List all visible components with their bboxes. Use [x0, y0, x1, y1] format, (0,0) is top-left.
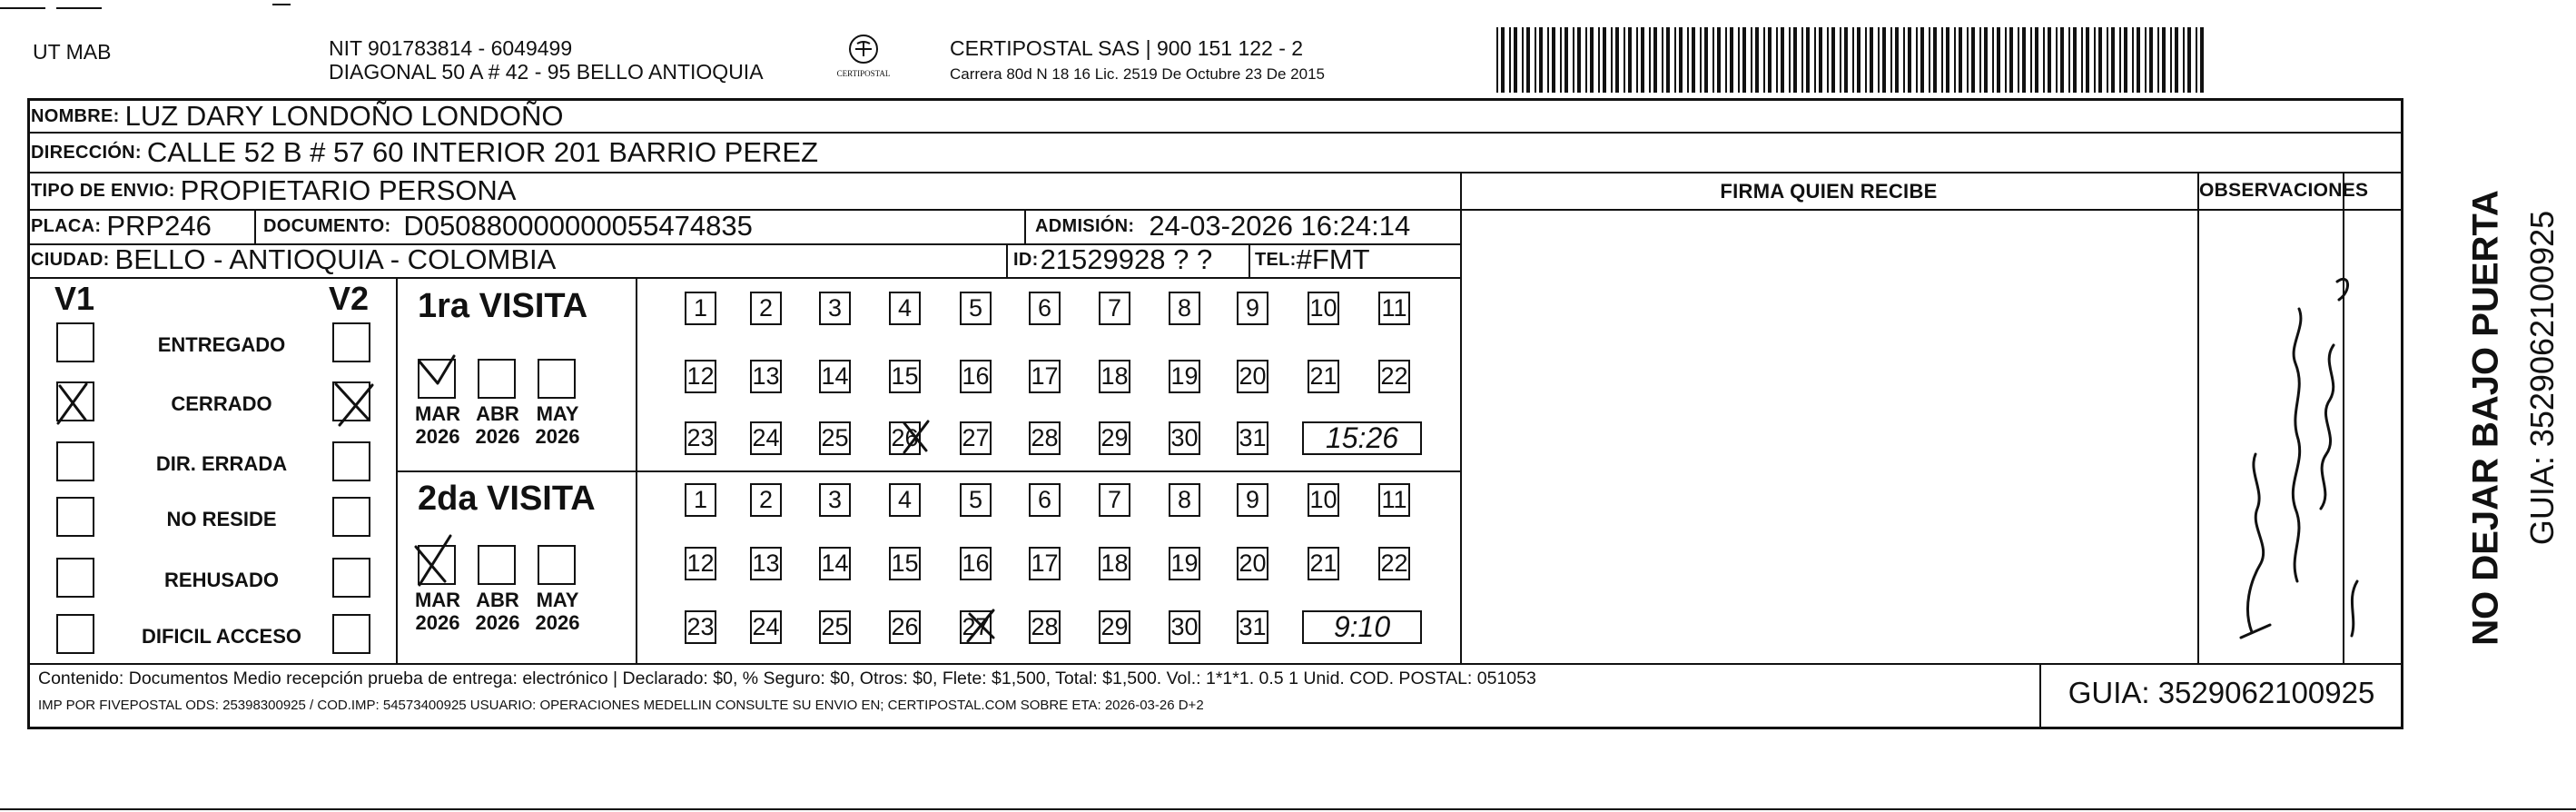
tel-row — [1255, 243, 1370, 276]
barcode-bar — [1514, 27, 1517, 93]
barcode-bar — [2081, 27, 2083, 93]
barcode-bar — [1704, 27, 1708, 93]
barcode-bar — [1870, 27, 1873, 93]
status-option-label: REHUSADO — [164, 569, 279, 591]
day-cell[interactable]: 2 — [750, 292, 782, 325]
second-visit-title: 2da VISITA — [418, 480, 596, 518]
barcode-bar — [1793, 27, 1797, 93]
address-row — [31, 136, 818, 169]
barcode-bar — [1959, 27, 1962, 93]
barcode-bar — [1801, 27, 1803, 93]
address-label: DIRECCIÓN: — [31, 142, 142, 163]
barcode-bar — [2073, 27, 2077, 93]
month-label: MAR — [414, 589, 461, 611]
v1-checkbox[interactable] — [56, 497, 94, 537]
barcode-bar — [1712, 27, 1714, 93]
barcode-bar — [2056, 27, 2058, 93]
side-title: NO DEJAR BAJO PUERTA — [2465, 190, 2506, 646]
barcode-bar — [1573, 27, 1574, 93]
barcode-bar — [2170, 27, 2172, 93]
barcode-bar — [1738, 27, 1740, 93]
barcode-bar — [1916, 27, 1918, 93]
barcode-bar — [1628, 27, 1632, 93]
barcode-bar — [1971, 27, 1975, 93]
carrier-address: Carrera 80d N 18 16 Lic. 2519 De Octubre 23 De 2015 — [950, 65, 1325, 83]
day-cell[interactable]: 5 — [960, 483, 992, 517]
document-value: D050880000000055474835 — [403, 210, 753, 242]
month-label: MAY — [536, 589, 579, 611]
barcode-bar — [1920, 27, 1924, 93]
barcode-bar — [2200, 27, 2204, 93]
barcode-bar — [1641, 27, 1644, 93]
barcode — [1496, 27, 2206, 93]
status-option-label: NO RESIDE — [166, 508, 277, 530]
barcode-bar — [2124, 27, 2127, 93]
rule — [27, 277, 1460, 279]
divider — [254, 209, 256, 243]
barcode-bar — [1547, 27, 1549, 93]
day-cell[interactable]: 16 — [960, 360, 992, 393]
barcode-bar — [1903, 27, 1905, 93]
barcode-bar — [1501, 27, 1505, 93]
type-row — [31, 174, 516, 207]
barcode-bar — [1908, 27, 1911, 93]
rule — [27, 663, 2403, 665]
recipient-name: LUZ DARY LONDOÑO LONDOÑO — [124, 100, 564, 132]
day-cell[interactable]: 13 — [750, 360, 782, 393]
day-cell[interactable]: 2 — [750, 483, 782, 517]
month-checkbox[interactable] — [538, 359, 576, 399]
status-option-label: CERRADO — [171, 392, 272, 415]
barcode-bar — [2111, 27, 2115, 93]
month-checkbox[interactable] — [478, 359, 516, 399]
footer-guia: GUIA: 3529062100925 — [2068, 676, 2375, 709]
bottom-rule — [0, 808, 2576, 810]
barcode-bar — [1725, 27, 1727, 93]
plate-row — [31, 210, 212, 243]
month-label: ABR — [476, 589, 519, 611]
year-label: 2026 — [415, 425, 460, 448]
barcode-bar — [1755, 27, 1759, 93]
barcode-bar — [2022, 27, 2026, 93]
barcode-bar — [1535, 27, 1536, 93]
month-checkbox[interactable] — [538, 545, 576, 585]
barcode-bar — [1933, 27, 1937, 93]
day-cell[interactable]: 25 — [819, 610, 851, 644]
city-label: CIUDAD: — [31, 249, 110, 270]
barcode-bar — [1954, 27, 1956, 93]
v2-checkbox[interactable] — [332, 381, 370, 421]
day-cell[interactable]: 26 — [889, 421, 921, 455]
day-cell[interactable]: 3 — [819, 292, 851, 325]
barcode-bar — [1997, 27, 2000, 93]
barcode-bar — [1590, 27, 1594, 93]
type-label: TIPO DE ENVIO: — [31, 180, 175, 201]
barcode-bar — [1763, 27, 1765, 93]
barcode-bar — [2060, 27, 2064, 93]
year-label: 2026 — [415, 611, 460, 634]
barcode-bar — [1666, 27, 1670, 93]
year-label: 2026 — [475, 425, 520, 448]
barcode-bar — [1751, 27, 1752, 93]
barcode-bar — [1674, 27, 1676, 93]
document-label: DOCUMENTO: — [263, 215, 391, 236]
rule — [2197, 209, 2403, 211]
day-cell[interactable]: 27 — [960, 610, 992, 644]
barcode-bar — [1814, 27, 1816, 93]
barcode-bar — [1509, 27, 1511, 93]
city-row — [31, 243, 556, 276]
day-cell[interactable]: 25 — [819, 421, 851, 455]
barcode-bar — [2043, 27, 2045, 93]
top-mark-2 — [56, 7, 102, 9]
day-cell[interactable]: 21 — [1308, 360, 1339, 393]
day-cell[interactable]: 24 — [750, 610, 782, 644]
top-mark-3 — [272, 4, 291, 5]
barcode-bar — [2035, 27, 2038, 93]
day-cell[interactable]: 24 — [750, 421, 782, 455]
barcode-bar — [1831, 27, 1835, 93]
barcode-bar — [1730, 27, 1733, 93]
day-cell[interactable]: 28 — [1029, 610, 1061, 644]
first-visit-title: 1ra VISITA — [418, 287, 588, 325]
barcode-bar — [1819, 27, 1822, 93]
barcode-bar — [1649, 27, 1651, 93]
barcode-bar — [2132, 27, 2134, 93]
barcode-bar — [1895, 27, 1899, 93]
sender-address: DIAGONAL 50 A # 42 - 95 BELLO ANTIOQUIA — [329, 60, 764, 84]
day-cell[interactable]: 1 — [685, 483, 716, 517]
day-cell[interactable]: 23 — [685, 610, 716, 644]
logo-text: CERTIPOSTAL — [836, 69, 891, 78]
day-cell[interactable]: 28 — [1029, 421, 1061, 455]
barcode-bar — [2018, 27, 2019, 93]
day-cell[interactable]: 8 — [1169, 483, 1200, 517]
barcode-bar — [1560, 27, 1562, 93]
day-cell[interactable]: 10 — [1308, 292, 1339, 325]
status-option-label: DIFICIL ACCESO — [141, 625, 301, 648]
day-cell[interactable]: 31 — [1237, 421, 1268, 455]
day-cell[interactable]: 7 — [1099, 292, 1130, 325]
barcode-bar — [1865, 27, 1867, 93]
barcode-bar — [2157, 27, 2159, 93]
barcode-bar — [1577, 27, 1581, 93]
status-option-label: DIR. ERRADA — [155, 452, 288, 475]
barcode-bar — [1611, 27, 1613, 93]
sender-nit: NIT 901783814 - 6049499 — [329, 36, 573, 60]
barcode-bar — [2107, 27, 2108, 93]
day-cell[interactable]: 9 — [1237, 483, 1268, 517]
barcode-bar — [1700, 27, 1702, 93]
top-mark-1 — [0, 7, 45, 9]
barcode-bar — [2196, 27, 2197, 93]
day-cell[interactable]: 18 — [1099, 360, 1130, 393]
day-cell[interactable]: 16 — [960, 547, 992, 580]
barcode-bar — [1564, 27, 1568, 93]
day-cell[interactable]: 3 — [819, 483, 851, 517]
visit-time: 15:26 — [1302, 421, 1422, 455]
barcode-bar — [1992, 27, 1994, 93]
divider — [1024, 209, 1026, 243]
month-checkbox[interactable] — [478, 545, 516, 585]
firma-label: FIRMA QUIEN RECIBE — [1720, 180, 1938, 203]
barcode-bar — [2187, 27, 2191, 93]
barcode-bar — [2162, 27, 2166, 93]
day-cell[interactable]: 31 — [1237, 610, 1268, 644]
name-row — [31, 100, 564, 133]
recipient-address: CALLE 52 B # 57 60 INTERIOR 201 BARRIO PEREZ — [146, 136, 819, 168]
v2-checkbox[interactable] — [332, 614, 370, 654]
barcode-bar — [1789, 27, 1791, 93]
day-cell[interactable]: 29 — [1099, 610, 1130, 644]
footer-imp: IMP POR FIVEPOSTAL ODS: 25398300925 / COD.IMP: 54573400925 USUARIO: OPERACIONES MEDELLIN CONSULTE SU ENVIO EN; CERTIPOSTAL.COM SOBRE ETA: 2026-03-26 D+2 — [38, 698, 1204, 713]
barcode-bar — [2068, 27, 2070, 93]
day-cell[interactable]: 15 — [889, 360, 921, 393]
day-cell[interactable]: 11 — [1378, 483, 1410, 517]
day-cell[interactable]: 19 — [1169, 360, 1200, 393]
plate-label: PLACA: — [31, 215, 102, 236]
day-cell[interactable]: 19 — [1169, 547, 1200, 580]
divider — [1460, 172, 1462, 663]
year-label: 2026 — [475, 611, 520, 634]
day-cell[interactable]: 7 — [1099, 483, 1130, 517]
barcode-bar — [1615, 27, 1619, 93]
day-cell[interactable]: 20 — [1237, 547, 1268, 580]
barcode-bar — [1890, 27, 1892, 93]
month-label: MAY — [536, 402, 579, 425]
barcode-bar — [2048, 27, 2051, 93]
id-label: ID: — [1013, 249, 1039, 270]
day-cell[interactable]: 13 — [750, 547, 782, 580]
v1-label: V1 — [54, 280, 95, 317]
barcode-bar — [2137, 27, 2140, 93]
month-label: MAR — [414, 402, 461, 425]
obs-label: OBSERVACIONES — [2199, 180, 2369, 201]
barcode-bar — [1941, 27, 1943, 93]
day-cell[interactable]: 27 — [960, 421, 992, 455]
day-cell[interactable]: 29 — [1099, 421, 1130, 455]
month-label: ABR — [476, 402, 519, 425]
visit-time: 9:10 — [1302, 610, 1422, 644]
barcode-bar — [1624, 27, 1625, 93]
divider — [2343, 172, 2344, 663]
barcode-bar — [2009, 27, 2013, 93]
day-cell[interactable]: 26 — [889, 610, 921, 644]
day-cell[interactable]: 12 — [685, 547, 716, 580]
day-cell[interactable]: 4 — [889, 292, 921, 325]
carrier-name: CERTIPOSTAL SAS | 900 151 122 - 2 — [950, 36, 1304, 60]
month-checkbox[interactable] — [418, 545, 456, 585]
barcode-bar — [1827, 27, 1829, 93]
barcode-bar — [1653, 27, 1657, 93]
rule — [396, 470, 1460, 472]
day-cell[interactable]: 14 — [819, 360, 851, 393]
status-option-label: ENTREGADO — [157, 333, 286, 356]
v2-label: V2 — [329, 280, 370, 317]
v2-checkbox[interactable] — [332, 441, 370, 481]
shipment-type: PROPIETARIO PERSONA — [180, 174, 517, 206]
city-value: BELLO - ANTIOQUIA - COLOMBIA — [114, 243, 557, 275]
barcode-bar — [1946, 27, 1949, 93]
barcode-bar — [1526, 27, 1530, 93]
barcode-bar — [1882, 27, 1886, 93]
footer-content: Contenido: Documentos Medio recepción prueba de entrega: electrónico | Declarado: $0, % Seguro: $0, Otros: $0, Flete: $1,500, Total: $1,500. Vol.: 1*1*1. 0.5 1 Unid. COD. POSTAL: 051053 — [38, 668, 1536, 688]
barcode-bar — [1806, 27, 1810, 93]
barcode-bar — [1552, 27, 1555, 93]
year-label: 2026 — [535, 425, 580, 448]
admission-value: 24-03-2026 16:24:14 — [1149, 210, 1411, 242]
name-label: NOMBRE: — [31, 105, 120, 126]
barcode-bar — [2086, 27, 2089, 93]
v1-checkbox[interactable] — [56, 558, 94, 598]
barcode-bar — [2098, 27, 2102, 93]
day-cell[interactable]: 22 — [1378, 360, 1410, 393]
barcode-bar — [1742, 27, 1746, 93]
rule — [27, 172, 2403, 173]
day-cell[interactable]: 11 — [1378, 292, 1410, 325]
barcode-bar — [1781, 27, 1784, 93]
barcode-bar — [2030, 27, 2032, 93]
barcode-bar — [2094, 27, 2096, 93]
barcode-bar — [1844, 27, 1848, 93]
barcode-bar — [1679, 27, 1683, 93]
day-cell[interactable]: 22 — [1378, 547, 1410, 580]
barcode-bar — [1496, 27, 1498, 93]
barcode-bar — [2175, 27, 2178, 93]
barcode-bar — [2145, 27, 2147, 93]
day-cell[interactable]: 4 — [889, 483, 921, 517]
admission-label: ADMISIÓN: — [1035, 215, 1135, 236]
barcode-bar — [1522, 27, 1524, 93]
day-cell[interactable]: 14 — [819, 547, 851, 580]
barcode-bar — [1852, 27, 1854, 93]
barcode-bar — [1776, 27, 1778, 93]
barcode-bar — [1692, 27, 1695, 93]
id-value: 21529928 ? ? — [1040, 243, 1213, 275]
barcode-bar — [1585, 27, 1587, 93]
barcode-bar — [2005, 27, 2007, 93]
v2-checkbox[interactable] — [332, 558, 370, 598]
barcode-bar — [1840, 27, 1841, 93]
year-label: 2026 — [535, 611, 580, 634]
divider — [2197, 172, 2199, 663]
day-cell[interactable]: 17 — [1029, 547, 1061, 580]
barcode-bar — [2149, 27, 2153, 93]
barcode-bar — [2119, 27, 2121, 93]
day-cell[interactable]: 17 — [1029, 360, 1061, 393]
plate-value: PRP246 — [106, 210, 212, 242]
barcode-bar — [1979, 27, 1981, 93]
day-cell[interactable]: 6 — [1029, 483, 1061, 517]
divider — [1006, 243, 1008, 277]
barcode-bar — [1662, 27, 1663, 93]
day-cell[interactable]: 20 — [1237, 360, 1268, 393]
month-checkbox[interactable] — [418, 359, 456, 399]
barcode-bar — [1598, 27, 1600, 93]
day-cell[interactable]: 18 — [1099, 547, 1130, 580]
barcode-bar — [2183, 27, 2185, 93]
day-cell[interactable]: 5 — [960, 292, 992, 325]
v1-checkbox[interactable] — [56, 441, 94, 481]
barcode-bar — [1857, 27, 1860, 93]
day-cell[interactable]: 1 — [685, 292, 716, 325]
barcode-bar — [1539, 27, 1543, 93]
v2-checkbox[interactable] — [332, 322, 370, 362]
barcode-bar — [1717, 27, 1721, 93]
id-row — [1013, 243, 1212, 276]
barcode-bar — [1603, 27, 1606, 93]
day-cell[interactable]: 30 — [1169, 610, 1200, 644]
day-cell[interactable]: 6 — [1029, 292, 1061, 325]
sender-name: UT MAB — [33, 40, 112, 64]
barcode-bar — [1768, 27, 1772, 93]
day-cell[interactable]: 21 — [1308, 547, 1339, 580]
barcode-bar — [1636, 27, 1638, 93]
v2-checkbox[interactable] — [332, 497, 370, 537]
document-row — [263, 210, 753, 243]
barcode-bar — [1984, 27, 1988, 93]
barcode-bar — [1687, 27, 1689, 93]
day-cell[interactable]: 23 — [685, 421, 716, 455]
admission-row — [1035, 210, 1410, 243]
day-cell[interactable]: 10 — [1308, 483, 1339, 517]
barcode-bar — [1878, 27, 1880, 93]
tel-value: #FMT — [1296, 243, 1370, 275]
side-guia: GUIA: 3529062100925 — [2523, 210, 2561, 546]
v1-checkbox[interactable] — [56, 381, 94, 421]
certipostal-logo — [834, 33, 893, 87]
day-cell[interactable]: 30 — [1169, 421, 1200, 455]
v1-checkbox[interactable] — [56, 322, 94, 362]
day-cell[interactable]: 9 — [1237, 292, 1268, 325]
v1-checkbox[interactable] — [56, 614, 94, 654]
barcode-bar — [1929, 27, 1930, 93]
day-cell[interactable]: 12 — [685, 360, 716, 393]
divider — [1249, 243, 1250, 277]
barcode-bar — [1967, 27, 1969, 93]
day-cell[interactable]: 8 — [1169, 292, 1200, 325]
day-cell[interactable]: 15 — [889, 547, 921, 580]
tel-label: TEL: — [1255, 249, 1297, 270]
